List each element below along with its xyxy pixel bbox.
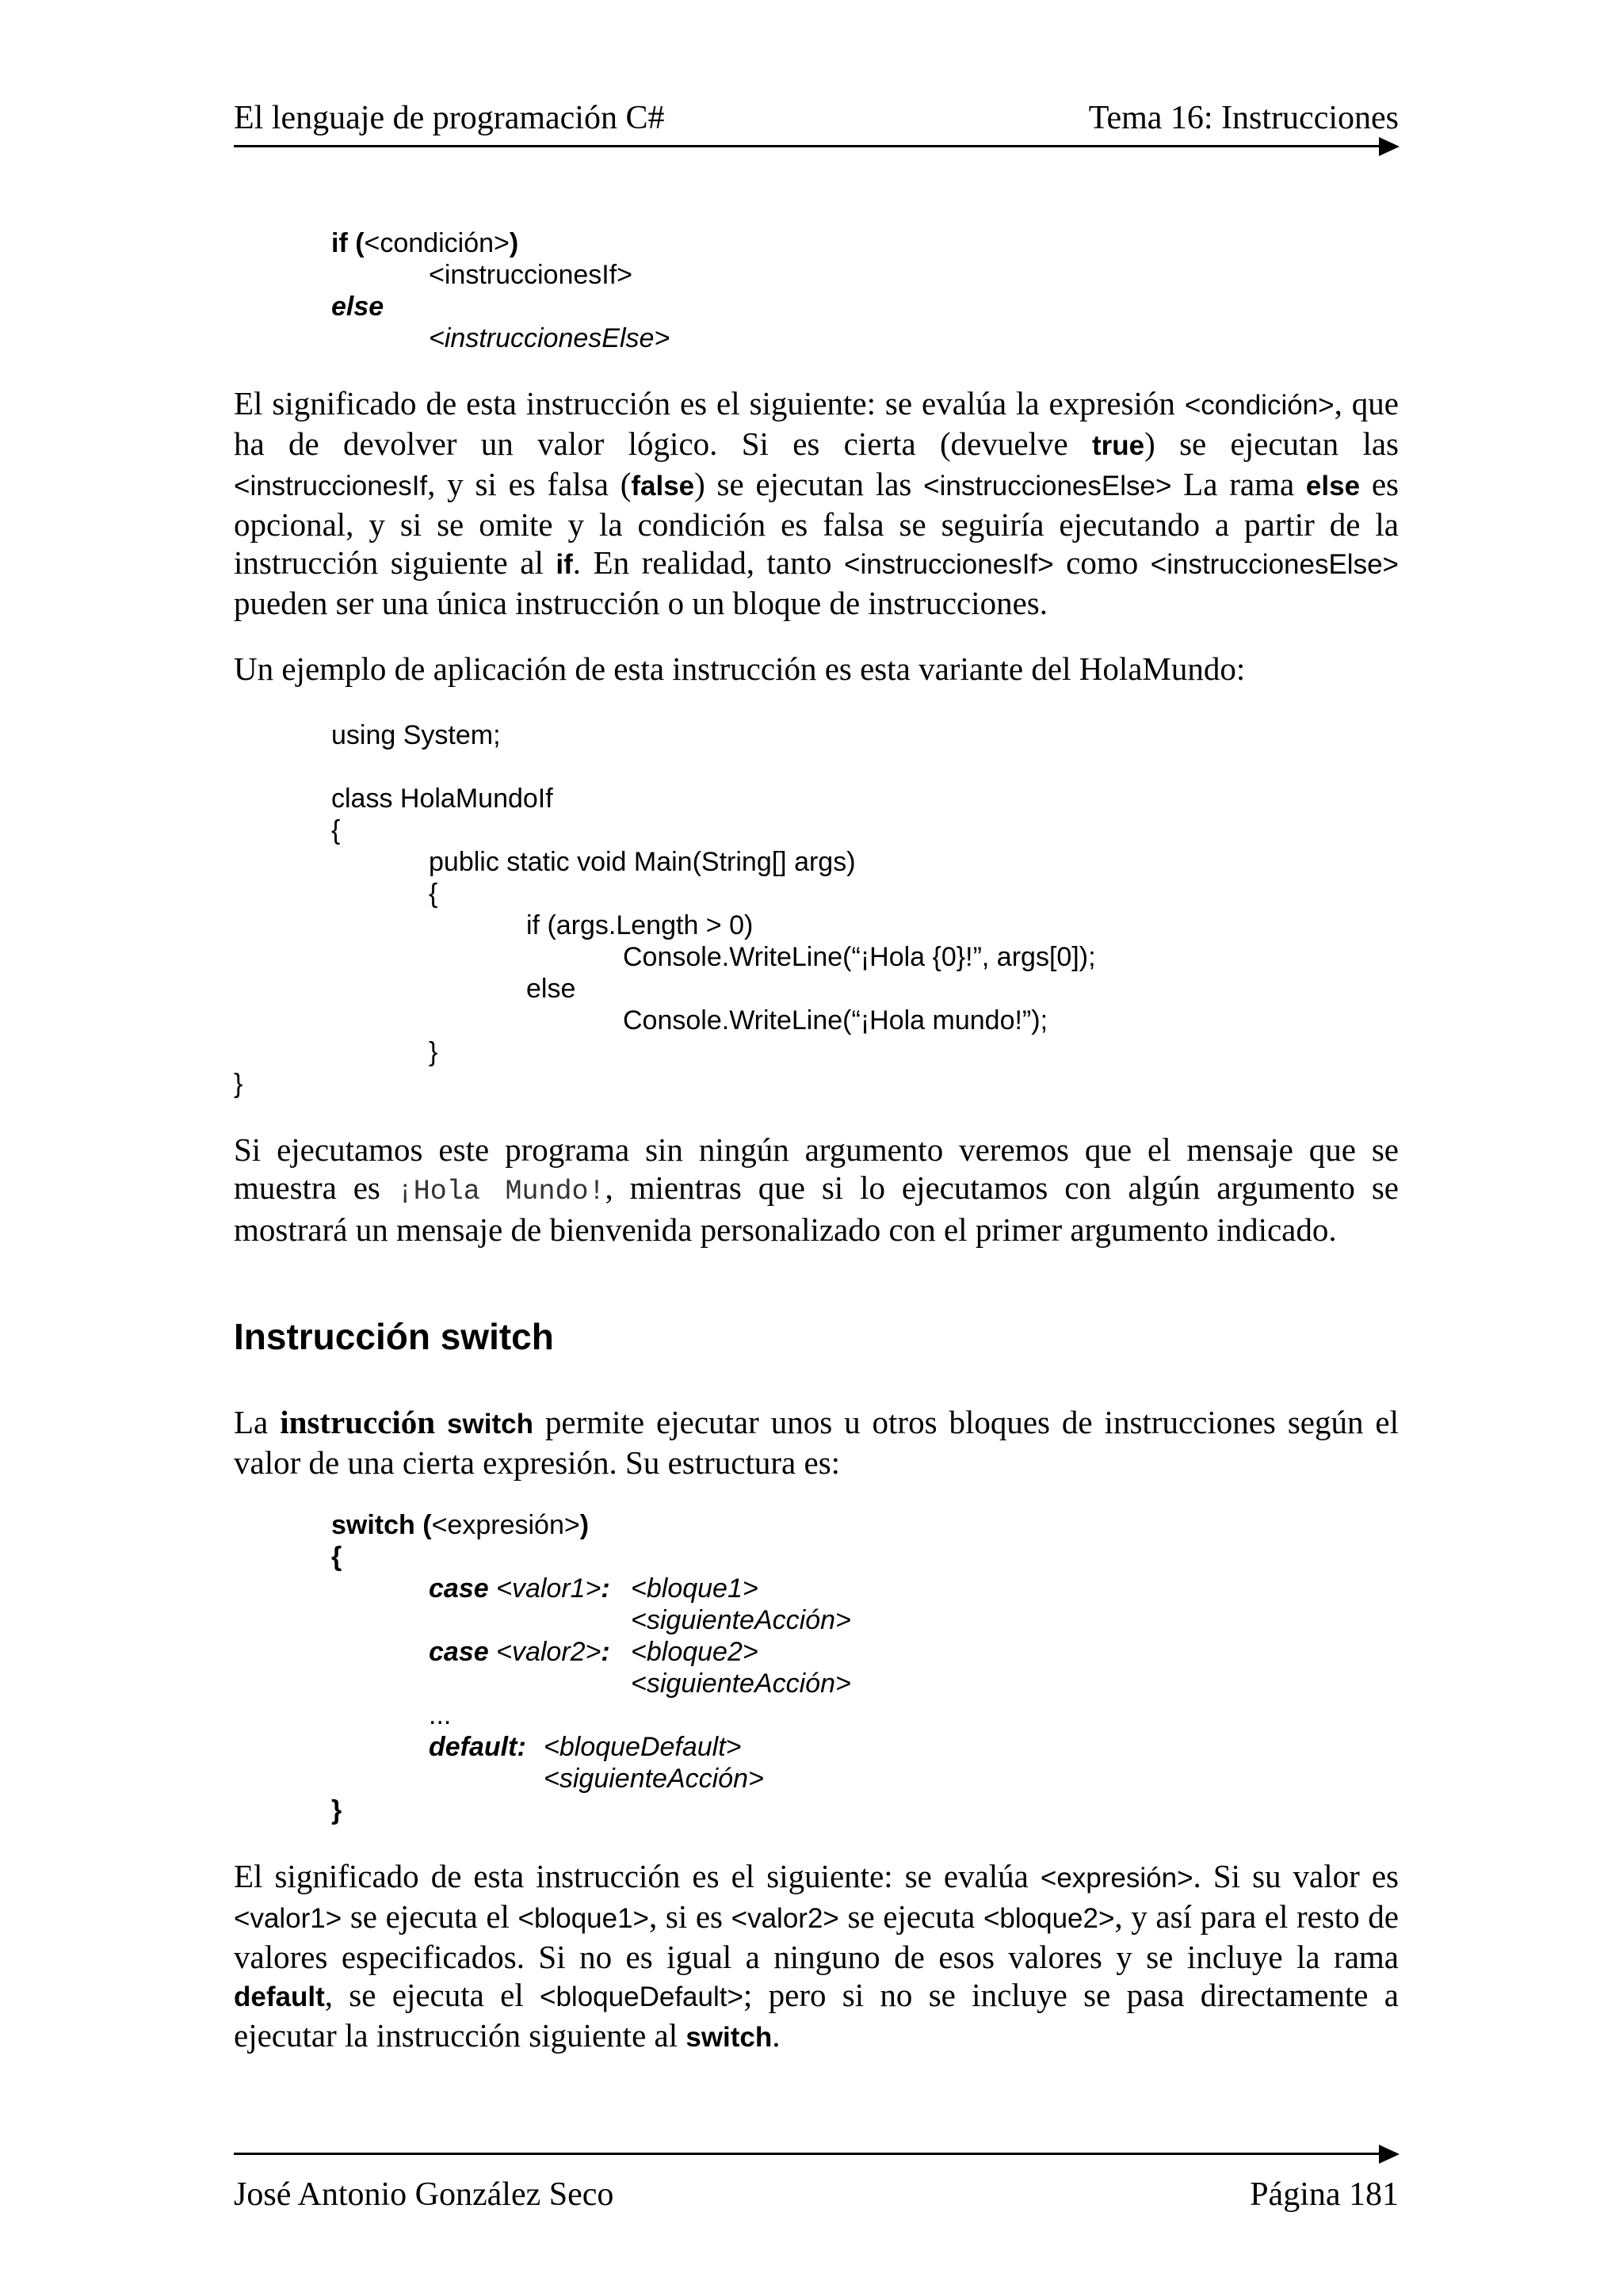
- switch-syntax-case-1: case <valor1>:: [429, 1573, 610, 1604]
- code-line: class HolaMundoIf: [331, 784, 553, 814]
- footer-author: José Antonio González Seco: [234, 2176, 614, 2213]
- page-header: [234, 98, 1399, 138]
- header-rule: [234, 145, 1383, 147]
- switch-syntax-siguiente-2: <siguienteAcción>: [631, 1669, 851, 1699]
- code-line: public static void Main(String[] args): [429, 847, 856, 877]
- if-syntax-line-4: <instruccionesElse>: [429, 323, 670, 353]
- header-chapter-title: Tema 16: Instrucciones: [1088, 100, 1399, 136]
- switch-syntax-bloque-2: <bloque2>: [631, 1637, 758, 1667]
- code-line: }: [429, 1037, 438, 1067]
- code-line: else: [526, 974, 576, 1004]
- paragraph-switch-intro: La instrucción switch permite ejecutar unos u otros bloques de instrucciones según el valor de una cierta expresión. Su estructura es:: [234, 1404, 1399, 1481]
- code-line: Console.WriteLine(“¡Hola mundo!”);: [623, 1005, 1048, 1035]
- paragraph-example-intro: Un ejemplo de aplicación de esta instrucción es esta variante del HolaMundo:: [234, 650, 1246, 687]
- header-book-title: El lenguaje de programación C#: [234, 100, 665, 136]
- if-syntax-line-1: if (<condición>): [331, 228, 519, 258]
- switch-syntax-close-brace: }: [331, 1795, 342, 1825]
- paragraph-switch-explanation: El significado de esta instrucción es el siguiente: se evalúa <expresión>. Si su valor es <valor1> se ejecuta el <bloque1>, si es <valor2> se ejecuta <bloque2>, y así para el resto de valores especificados. Si no es igual a ninguno de esos valores y se incluye la rama default, se ejecuta el <bloqueDefault>; pero si no se incluye se pasa directamente a ejecutar la instrucción siguiente al switch.: [234, 1858, 1400, 2054]
- switch-syntax-siguiente-1: <siguienteAcción>: [631, 1605, 851, 1635]
- switch-syntax-dots: ...: [429, 1700, 452, 1730]
- switch-syntax-line-1: switch (<expresión>): [331, 1510, 590, 1540]
- section-heading: Instrucción switch: [234, 1316, 554, 1357]
- switch-syntax-bloque-1: <bloque1>: [631, 1573, 758, 1604]
- code-line: }: [234, 1069, 243, 1099]
- switch-syntax-case-2: case <valor2>:: [429, 1637, 610, 1667]
- if-syntax-line-3: else: [331, 292, 384, 322]
- paragraph-if-explanation: El significado de esta instrucción es el siguiente: se evalúa la expresión <condición>, que ha de devolver un valor lógico. Si es cierta (devuelve true) se ejecutan las <instruccionesIf, y si es falsa (false) se ejecutan las <instruccionesElse> La rama else es opcional, y si se omite y la condición es falsa se seguiría ejecutando a partir de la instrucción siguiente al if. En realidad, tanto <instruccionesIf> como <instruccionesElse> pueden ser una única instrucción o un bloque de instrucciones.: [234, 385, 1400, 621]
- footer-arrow-icon: [1379, 2145, 1400, 2164]
- code-line: using System;: [331, 720, 501, 750]
- code-line: if (args.Length > 0): [526, 910, 754, 940]
- switch-syntax-bloque-default: <bloqueDefault>: [544, 1732, 742, 1762]
- code-line: {: [331, 815, 341, 845]
- page-footer: [234, 2175, 1399, 2214]
- code-line: {: [429, 879, 438, 909]
- footer-rule: [234, 2153, 1383, 2155]
- if-syntax-line-2: <instruccionesIf>: [429, 260, 633, 290]
- code-line: Console.WriteLine(“¡Hola {0}!”, args[0]);: [623, 942, 1096, 972]
- footer-page-number: Página 181: [1250, 2176, 1399, 2213]
- switch-syntax-siguiente-default: <siguienteAcción>: [544, 1764, 764, 1794]
- paragraph-run-result: Si ejecutamos este programa sin ningún argumento veremos que el mensaje que se muestra es ¡Hola Mundo!, mientras que si lo ejecutamos con algún argumento se mostrará un mensaje de bienvenida personalizado con el primer argumento indicado.: [234, 1131, 1399, 1248]
- switch-syntax-open-brace: {: [331, 1542, 342, 1572]
- header-arrow-icon: [1379, 137, 1400, 156]
- switch-syntax-default: default:: [429, 1732, 526, 1762]
